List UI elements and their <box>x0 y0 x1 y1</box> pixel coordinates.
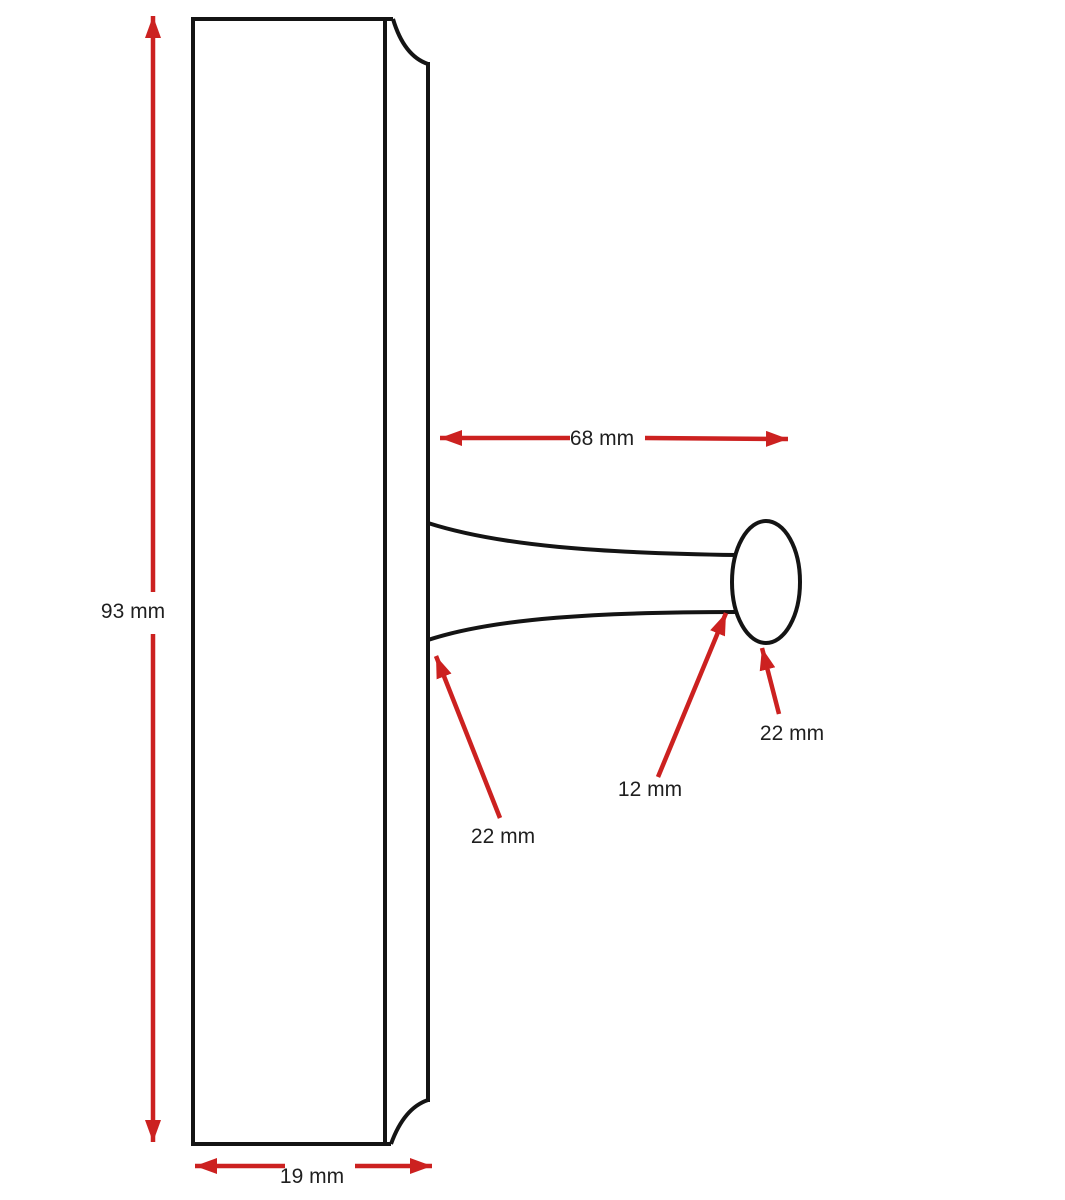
top-cove-curve <box>393 19 428 64</box>
backplate-outline <box>193 17 393 1146</box>
stem-bottom-curve <box>428 612 737 640</box>
leader-stem-neck <box>658 613 726 777</box>
bottom-cove-curve <box>391 1100 428 1144</box>
label-stem-neck: 12 mm <box>617 778 683 801</box>
label-projection: 68 mm <box>569 427 635 450</box>
label-overall-height: 93 mm <box>100 600 166 623</box>
dimension-lines-group <box>153 16 788 1166</box>
knob-ellipse <box>732 521 800 643</box>
label-stem-base: 22 mm <box>470 825 536 848</box>
label-thickness: 19 mm <box>279 1165 345 1188</box>
leader-knob <box>762 648 779 714</box>
dimension-labels-group <box>101 427 824 1188</box>
stem-top-curve <box>428 523 737 555</box>
dim-projection-line-right <box>645 438 788 439</box>
label-knob: 22 mm <box>759 722 825 745</box>
object-outline-group <box>193 17 800 1146</box>
leader-stem-base <box>436 656 500 818</box>
